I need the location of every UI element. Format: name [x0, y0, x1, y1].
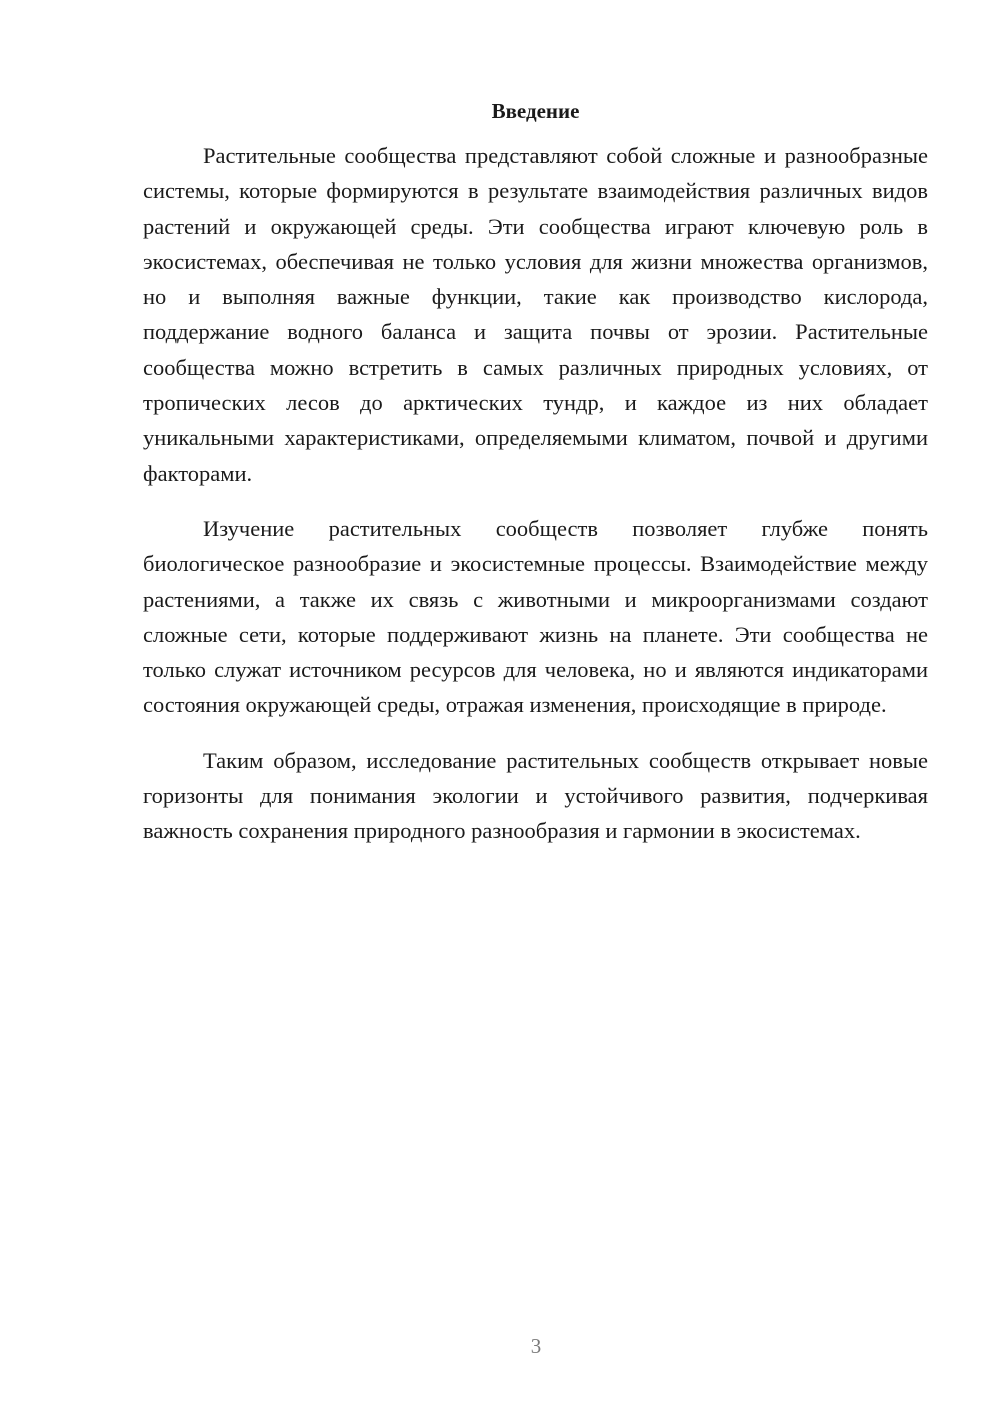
paragraph-3: Таким образом, исследование растительных сообществ открывает новые горизонты для понимания экологии и устойчивого развития, подчеркивая важность сохранения природного разнообразия и гармонии в экосистемах.: [143, 747, 928, 844]
page-number: 3: [530, 1334, 542, 1358]
paragraph-2: Изучение растительных сообществ позволяет глубже понять биологическое разнообразие и экосистемные процессы. Взаимодействие между растениями, а также их связь с животными и микроорганизмами создают сложные сети, которые поддерживают жизнь на планете. Эти сообщества не только служат источником ресурсов для человека, но и являются индикаторами состояния окружающей среды, отражая изменения, происходящие в природе.: [143, 515, 928, 718]
page-content: [143, 96, 928, 849]
section-title: Введение: [491, 99, 580, 123]
paragraph-1: Растительные сообщества представляют собой сложные и разнообразные системы, которые формируются в результате взаимодействия различных видов растений и окружающей среды. Эти сообщества играют ключевую роль в экосистемах, обеспечивая не только условия для жизни множества организмов, но и выполняя важные функции, такие как производство кислорода, поддержание водного баланса и защита почвы от эрозии. Растительные сообщества можно встретить в самых различных природных условиях, от тропических лесов до арктических тундр, и каждое из них обладает уникальными характеристиками, определяемыми климатом, почвой и другими факторами.: [143, 143, 928, 486]
